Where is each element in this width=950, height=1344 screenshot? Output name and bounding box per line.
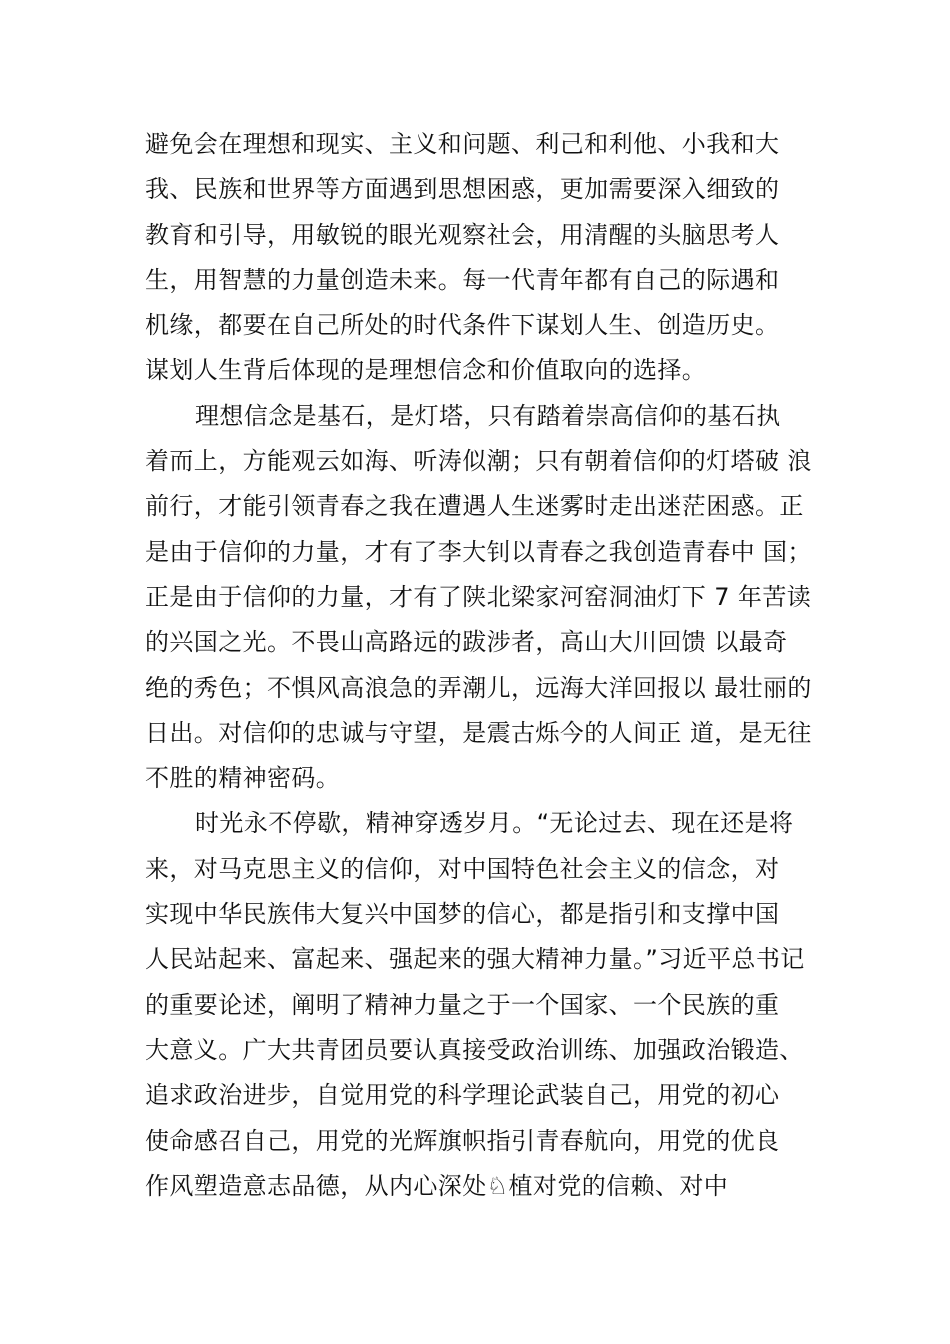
text-line: 避免会在理想和现实、主义和问题、利己和利他、小我和大: [145, 130, 780, 158]
paragraph-1: [145, 122, 845, 394]
text-line: 的重要论述，阐明了精神力量之于一个国家、一个民族的重: [145, 990, 780, 1019]
text-line: 正是由于信仰的力量，才有了陕北梁家河窑洞油灯下 7 年苦读: [145, 582, 812, 611]
text-line: 教育和引导，用敏锐的眼光观察社会，用清醒的头脑思考人: [145, 220, 780, 249]
text-line: 前行，才能引领青春之我在遭遇人生迷雾时走出迷茫困惑。正: [145, 492, 804, 521]
text-line: 追求政治进步，自觉用党的科学理论武装自己，用党的初心: [145, 1081, 780, 1110]
text-line: 理想信念是基石，是灯塔，只有踏着崇高信仰的基石执: [195, 401, 781, 430]
paragraph-3: [145, 801, 845, 1209]
text-line: 谋划人生背后体现的是理想信念和价值取向的选择。: [145, 356, 707, 385]
text-line: 人民站起来、富起来、强起来的强大精神力量。”习近平总书记: [145, 945, 805, 974]
text-line: 生，用智慧的力量创造未来。每一代青年都有自己的际遇和: [145, 265, 780, 294]
text-line: 大意义。广大共青团员要认真接受政治训练、加强政治锻造、: [145, 1035, 804, 1064]
body-text: [145, 122, 845, 1209]
text-line: 我、民族和世界等方面遇到思想困惑，更加需要深入细致的: [145, 175, 780, 204]
text-line: 来，对马克思主义的信仰，对中国特色社会主义的信念，对: [145, 854, 780, 883]
text-line: 不胜的精神密码。: [145, 764, 341, 793]
text-line: 着而上，方能观云如海、听涛似潮；只有朝着信仰的灯塔破 浪: [145, 447, 812, 476]
text-line: 机缘，都要在自己所处的时代条件下谋划人生、创造历史。: [145, 311, 780, 340]
text-line: 时光永不停歇，精神穿透岁月。“无论过去、现在还是将: [195, 809, 794, 838]
text-line: 是由于信仰的力量，才有了李大钊以青春之我创造青春中 国；: [145, 537, 812, 566]
text-line: 使命感召自己，用党的光辉旗帜指引青春航向，用党的优良: [145, 1126, 780, 1155]
text-line: 作风塑造意志品德，从内心深处♘植对党的信赖、对中: [145, 1171, 729, 1200]
text-line: 实现中华民族伟大复兴中国梦的信心，都是指引和支撑中国: [145, 900, 780, 929]
paragraph-2: [145, 394, 845, 802]
text-line: 日出。对信仰的忠诚与守望，是震古烁今的人间正 道，是无往: [145, 718, 812, 747]
text-line: 绝的秀色；不惧风高浪急的弄潮儿，远海大洋回报以 最壮丽的: [145, 673, 812, 702]
text-line: 的兴国之光。不畏山高路远的跋涉者，高山大川回馈 以最奇: [145, 628, 788, 657]
